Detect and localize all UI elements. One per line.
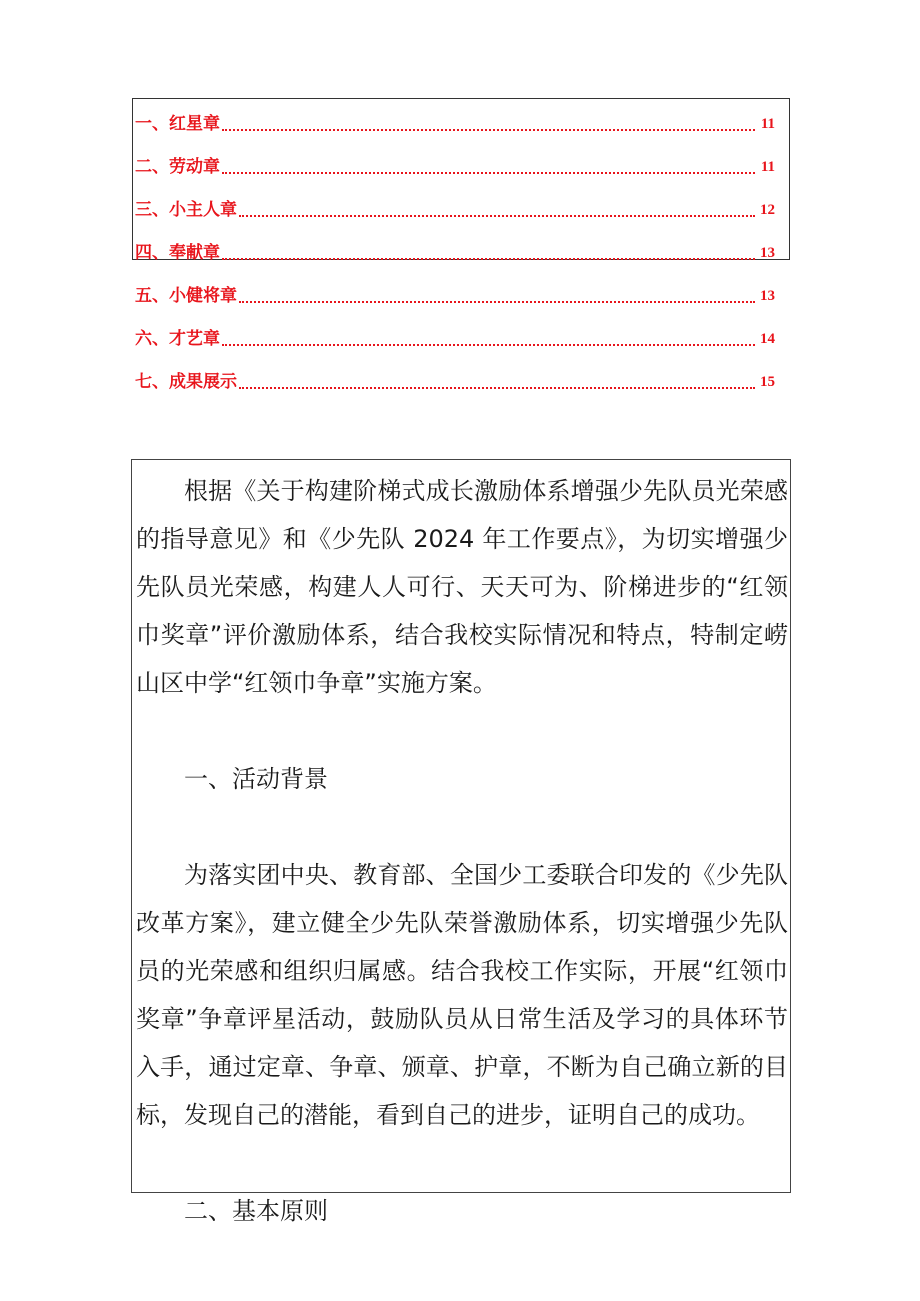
toc-entry-label: 二、劳动章 xyxy=(135,157,220,177)
toc-leader-dots xyxy=(222,170,755,174)
toc-entry-page: 13 xyxy=(760,245,775,261)
toc-entry-label: 四、奉献章 xyxy=(135,243,220,263)
toc-entry-page: 13 xyxy=(760,288,775,304)
toc-entry-label: 三、小主人章 xyxy=(135,200,237,220)
toc-leader-dots xyxy=(239,385,755,389)
toc-entry-page: 11 xyxy=(760,159,775,175)
toc-entry-1[interactable] xyxy=(135,99,775,142)
table-of-contents xyxy=(135,99,775,400)
toc-entry-page: 11 xyxy=(760,116,775,132)
toc-leader-dots xyxy=(239,213,755,217)
toc-entry-7[interactable] xyxy=(135,357,775,400)
toc-entry-label: 一、红星章 xyxy=(135,114,220,134)
toc-entry-6[interactable] xyxy=(135,314,775,357)
toc-leader-dots xyxy=(222,127,755,131)
toc-entry-page: 15 xyxy=(760,374,775,390)
toc-entry-2[interactable] xyxy=(135,142,775,185)
background-paragraph: 为落实团中央、教育部、全国少工委联合印发的《少先队改革方案》，建立健全少先队荣誉激励体系，切实增强少先队员的光荣感和组织归属感。结合我校工作实际，开展“红领巾奖章”争章评星活动，鼓励队员从日常生活及学习的具体环节入手，通过定章、争章、颁章、护章，不断为自己确立新的目标，发现自己的潜能，看到自己的进步，证明自己的成功。 xyxy=(136,861,788,1129)
toc-entry-3[interactable] xyxy=(135,185,775,228)
toc-entry-label: 五、小健将章 xyxy=(135,286,237,306)
intro-paragraph: 根据《关于构建阶梯式成长激励体系增强少先队员光荣感的指导意见》和《少先队 2024 年工作要点》，为切实增强少先队员光荣感，构建人人可行、天天可为、阶梯进步的“红领巾奖章”评价激励体系，结合我校实际情况和特点，特制定崂山区中学“红领巾争章”实施方案。 xyxy=(136,477,788,697)
toc-leader-dots xyxy=(222,342,755,346)
toc-entry-label: 六、才艺章 xyxy=(135,329,220,349)
toc-entry-page: 12 xyxy=(760,202,775,218)
section-heading-background: 一、活动背景 xyxy=(184,765,328,793)
document-body xyxy=(136,467,788,1283)
toc-entry-5[interactable] xyxy=(135,271,775,314)
toc-leader-dots xyxy=(222,256,755,260)
toc-entry-label: 七、成果展示 xyxy=(135,372,237,392)
toc-leader-dots xyxy=(239,299,755,303)
section-heading-principles: 二、基本原则 xyxy=(184,1197,328,1225)
toc-entry-4[interactable] xyxy=(135,228,775,271)
toc-entry-page: 14 xyxy=(760,331,775,347)
